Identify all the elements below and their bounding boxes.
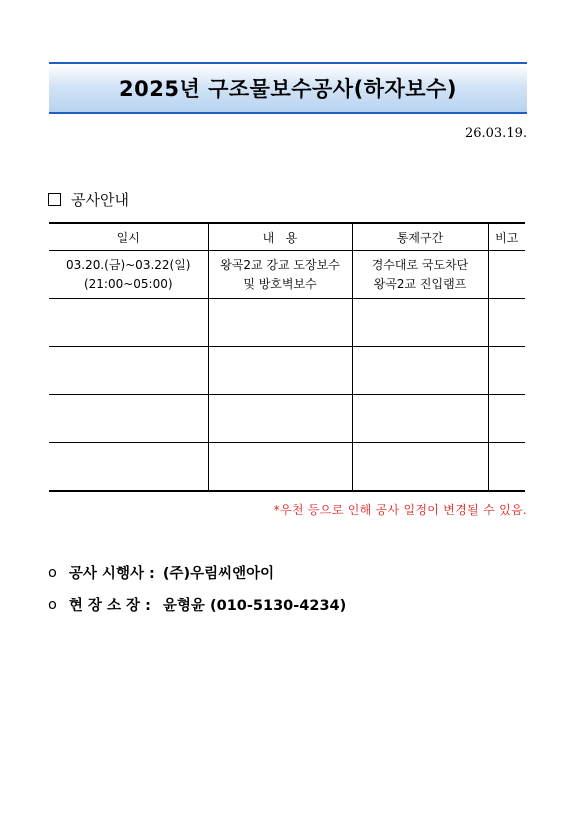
bullet-icon: o xyxy=(48,564,57,581)
document-date: 26.03.19. xyxy=(464,126,527,141)
table-row xyxy=(49,347,525,395)
empty-cell xyxy=(488,443,525,492)
empty-cell xyxy=(352,347,488,395)
control-line-2: 왕곡2교 진입램프 xyxy=(373,276,467,291)
contractor-value: (주)우림씨앤아이 xyxy=(162,566,275,582)
contractor-line xyxy=(48,562,274,583)
empty-cell xyxy=(49,347,208,395)
header-remarks: 비고 xyxy=(488,223,525,251)
empty-cell xyxy=(352,395,488,443)
empty-cell xyxy=(352,443,488,492)
cell-content xyxy=(208,251,352,299)
section-heading-label: 공사안내 xyxy=(71,191,129,209)
schedule-table xyxy=(49,222,525,492)
empty-cell xyxy=(488,395,525,443)
datetime-hours: (21:00~05:00) xyxy=(83,276,173,291)
cell-datetime xyxy=(49,251,208,299)
cell-control-section xyxy=(352,251,488,299)
control-line-1: 경수대로 국도차단 xyxy=(371,257,469,272)
site-manager-label: 현 장 소 장 : xyxy=(68,598,151,614)
empty-cell xyxy=(208,347,352,395)
empty-cell xyxy=(488,299,525,347)
table-row xyxy=(49,251,525,299)
empty-cell xyxy=(352,299,488,347)
section-heading xyxy=(48,189,129,210)
table-header-row xyxy=(49,223,525,251)
table-row xyxy=(49,395,525,443)
cell-remarks xyxy=(488,251,525,299)
title-banner xyxy=(49,62,527,114)
empty-cell xyxy=(49,395,208,443)
empty-cell xyxy=(208,299,352,347)
site-manager-value: 윤형윤 (010-5130-4234) xyxy=(162,598,347,614)
checkbox-icon xyxy=(48,193,61,206)
table-row xyxy=(49,443,525,492)
document-title: 2025년 구조물보수공사(하자보수) xyxy=(119,77,457,101)
content-line-1: 왕곡2교 강교 도장보수 xyxy=(220,257,340,272)
empty-cell xyxy=(208,443,352,492)
header-content: 내 용 xyxy=(208,223,352,251)
empty-cell xyxy=(49,299,208,347)
bullet-icon: o xyxy=(48,596,57,613)
schedule-change-note: *우천 등으로 인해 공사 일정이 변경될 수 있음. xyxy=(273,503,527,517)
contractor-label: 공사 시행사 : xyxy=(68,566,155,582)
empty-cell xyxy=(208,395,352,443)
header-control-section: 통제구간 xyxy=(352,223,488,251)
datetime-dates: 03.20.(금)~03.22(일) xyxy=(66,257,191,272)
site-manager-line xyxy=(48,594,346,615)
empty-cell xyxy=(488,347,525,395)
header-datetime: 일시 xyxy=(49,223,208,251)
content-line-2: 및 방호벽보수 xyxy=(243,276,317,291)
empty-cell xyxy=(49,443,208,492)
table-row xyxy=(49,299,525,347)
